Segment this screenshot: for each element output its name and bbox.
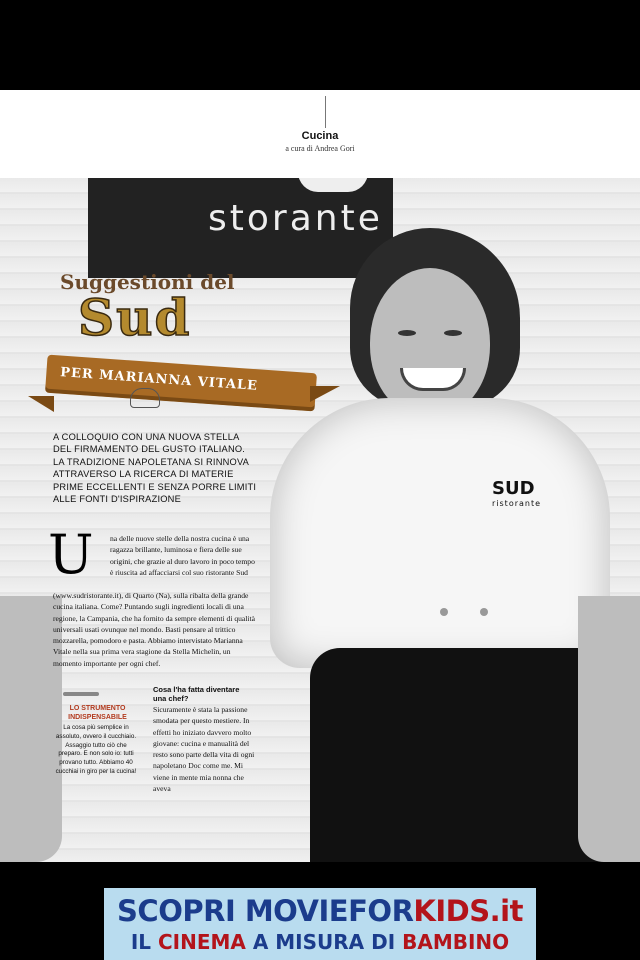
title-ribbon [28,358,328,414]
ribbon-text: PER MARIANNA VITALE [59,365,259,394]
advert-l2-a: IL [130,930,158,954]
article-body: (www.sudristorante.it), di Quarto (Na), sulla ribalta della grande cucina italiana. Come? Puntando sugli ingredienti locali di una regione, la Campania, che ha fornito da sempre elementi di qualità universali usati ovunque nel mondo. Basti pensare al trittico mozzarella, pomodoro e pasta. Abbiamo intervistato Marianna Vitale nella sua prima vera stagione da Stella Michelin, un momento importante per ogni chef. [53,591,256,668]
title-word: Sud [78,288,192,347]
byline: a cura di Andrea Gori [285,144,355,153]
sign-logo-shape [298,178,368,192]
sign-text: storante [208,198,383,239]
advert-banner[interactable] [104,888,536,960]
drop-cap: U [48,523,94,586]
page-header [0,90,640,178]
chef-face [370,268,490,418]
spoon-icon [63,692,99,696]
chef-smile [400,368,466,391]
chef-eye [444,330,462,336]
chef-photo [0,178,640,862]
title-kicker: Suggestioni del [60,270,235,294]
article-lead: na delle nuove stelle della nostra cucina è una ragazza brillante, luminosa e fiera delle sue origini, che grazie al duro lavoro in poco tempo è riuscita ad affacciarsi col suo ristorante Sud [110,534,255,577]
advert-line-1 [104,894,536,928]
chef-hat-icon [130,388,160,408]
jacket-logo-sub: ristorante [492,499,542,508]
chef-jacket [270,398,610,668]
header-divider [325,96,326,128]
jacket-logo [492,478,541,508]
advert-l2-d: BAMBINO [402,930,510,954]
interview-answer: Sicuramente è stata la passione smodata per questo mestiere. In effetti ho iniziato davvero molto giovane: cucina e manualità del resto sono parte della vita di ogni napoletano Doc come me. Mi viene in mente mia nonna che aveva [153,705,255,794]
interview-question: Cosa l'ha fatta diventare una chef? [153,685,240,703]
top-black-bar [0,0,640,90]
advert-line-2 [104,930,536,954]
sidebox-text: La cosa più semplice in assoluto, ovvero il cucchiaio. Assaggio tutto ciò che preparo. E non solo io: tutti provano tutto. Abbiamo 40 cucchiai in giro per la cucina! [55,724,137,775]
standfirst: A COLLOQUIO CON UNA NUOVA STELLA DEL FIRMAMENTO DEL GUSTO ITALIANO. LA TRADIZIONE NAPOLETANA SI RINNOVA ATTRAVERSO LA RICERCA DI MATERIE PRIME ECCELLENTI E SENZA PORRE LIMITI ALLE FONTI D'ISPIRAZIONE [53,432,257,505]
advert-l2-b: CINEMA [157,930,246,954]
advert-l1-b: MOVIEFOR [244,894,414,928]
advert-l1-a: SCOPRI [117,894,245,928]
sidebox-title: LO STRUMENTO INDISPENSABILE [68,705,127,721]
jacket-buttons [440,608,448,616]
magazine-page [0,90,640,862]
advert-l2-c: A MISURA DI [245,930,403,954]
ribbon-tail-right [310,386,340,402]
side-panel-right [578,596,640,862]
section-title: Cucina [301,130,339,142]
ribbon-tail-left [28,396,54,412]
advert-l1-c: KIDS [413,894,490,928]
advert-l1-d: .it [489,894,523,928]
jacket-logo-brand: SUD [492,478,535,499]
chef-eye [398,330,416,336]
